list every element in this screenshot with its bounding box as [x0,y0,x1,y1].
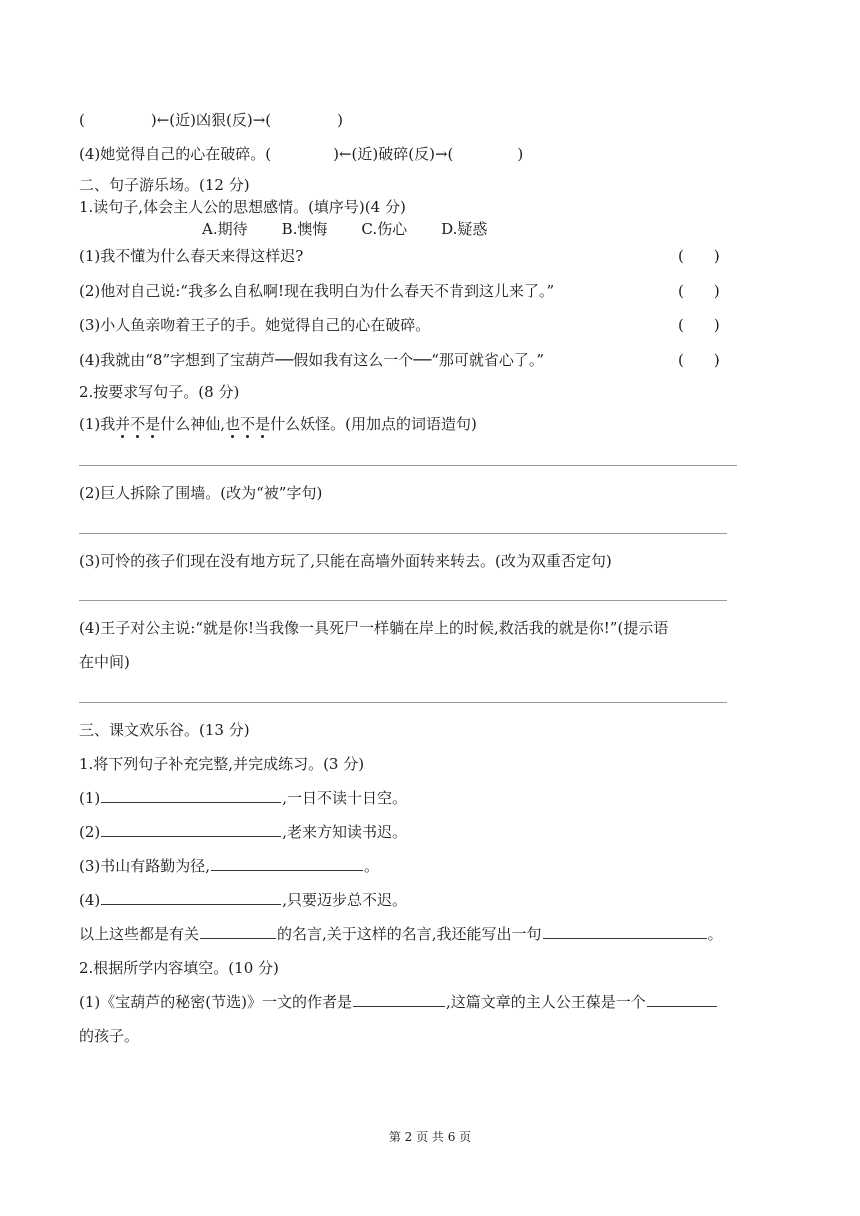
dotted-char: 不 [130,415,146,433]
option-b: B.懊悔 [281,220,328,238]
option-d: D.疑惑 [441,220,488,238]
answer-line-2[interactable] [79,533,727,534]
question-3-1-prompt: 1.将下列句子补充完整,并完成练习。(3 分) [79,755,365,773]
sentence-item-3: (3)小人鱼亲吻着王子的手。她觉得自己的心在破碎。 [79,316,431,334]
rewrite-item-4-line1: (4)王子对公主说:“就是你!当我像一具死尸一样躺在岸上的时候,救活我的就是你!”(提示语 [79,619,669,637]
fill-item-3: (3)书山有路勤为径, 。 [79,857,380,875]
page-footer: 第 2 页 共 6 页 [388,1130,472,1144]
antonym-line-3: ( )←(近)凶狠(反)→( ) [79,111,343,129]
blank-line[interactable] [543,924,707,939]
answer-line-4[interactable] [79,702,727,703]
sentence-item-4: (4)我就由“8”字想到了宝葫芦──假如我有这么一个──“那可就省心了。” [79,351,545,369]
blank-line[interactable] [101,890,281,905]
rewrite-item-3: (3)可怜的孩子们现在没有地方玩了,只能在高墙外面转来转去。(改为双重否定句) [79,552,612,570]
rewrite-item-2: (2)巨人拆除了围墙。(改为“被”字句) [79,484,323,502]
fill-3-2-item-1-line2: 的孩子。 [79,1027,140,1045]
fill-item-1: (1) ,一日不读十日空。 [79,789,408,807]
answer-paren-3[interactable]: ( ) [678,316,720,334]
fill-summary: 以上这些都是有关 的名言,关于这样的名言,我还能写出一句 。 [79,925,723,943]
dotted-char: 也 [225,415,241,433]
dotted-char: 并 [115,415,131,433]
sentence-item-2: (2)他对自己说:“我多么自私啊!现在我明白为什么春天不肯到这儿来了。” [79,282,555,300]
question-3-2-prompt: 2.根据所学内容填空。(10 分) [79,959,279,977]
rewrite-item-1: (1)我并不是什么神仙,也不是什么妖怪。(用加点的词语造句) [79,415,477,433]
section-3-title: 三、课文欢乐谷。(13 分) [79,721,250,739]
fill-item-2: (2) ,老来方知读书迟。 [79,823,408,841]
options-row [202,219,487,239]
blank-line[interactable] [101,788,281,803]
option-a: A.期待 [202,220,248,238]
dotted-char: 是 [255,415,271,433]
answer-paren-4[interactable]: ( ) [678,351,720,369]
rewrite-item-4-line2: 在中间) [79,653,130,671]
answer-paren-2[interactable]: ( ) [678,282,720,300]
fill-item-4: (4) ,只要迈步总不迟。 [79,891,408,909]
question-2-1-prompt: 1.读句子,体会主人公的思想感情。(填序号)(4 分) [79,198,406,216]
antonym-line-4: (4)她觉得自己的心在破碎。( )←(近)破碎(反)→( ) [79,145,524,163]
answer-line-3[interactable] [79,600,727,601]
sentence-item-1: (1)我不懂为什么春天来得这样迟? [79,247,304,265]
dotted-char: 不 [240,415,256,433]
blank-line[interactable] [200,924,276,939]
answer-paren-1[interactable]: ( ) [678,247,720,265]
answer-line-1[interactable] [79,465,737,466]
blank-line[interactable] [211,856,363,871]
section-2-title: 二、句子游乐场。(12 分) [79,176,250,194]
option-c: C.伤心 [361,220,408,238]
dotted-char: 是 [145,415,161,433]
question-2-2-prompt: 2.按要求写句子。(8 分) [79,383,240,401]
blank-line[interactable] [353,992,445,1007]
blank-line[interactable] [101,822,281,837]
fill-3-2-item-1-line1: (1)《宝葫芦的秘密(节选)》一文的作者是 ,这篇文章的主人公王葆是一个 [79,992,718,1012]
blank-line[interactable] [647,992,717,1007]
